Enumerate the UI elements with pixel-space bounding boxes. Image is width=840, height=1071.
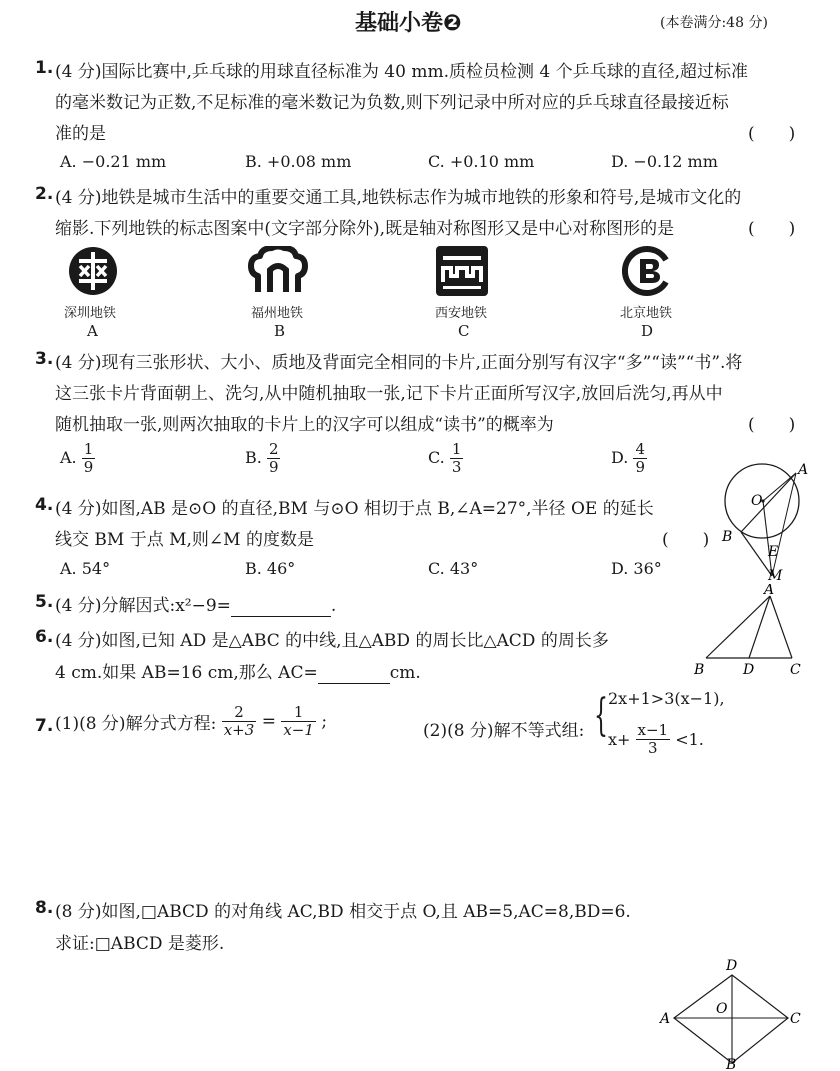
q8-line1: (8 分)如图,□ABCD 的对角线 AC,BD 相交于点 O,且 AB=5,AC=8,BD=6. xyxy=(55,902,631,922)
q8-label-d: D xyxy=(726,958,738,974)
denominator: 9 xyxy=(268,458,279,476)
numerator: 1 xyxy=(83,440,94,458)
q4-label-b: B xyxy=(722,529,733,545)
q4-label-m: M xyxy=(768,568,783,584)
q7-eq-right-fraction xyxy=(281,704,316,739)
q1-number: 1. xyxy=(35,58,54,78)
q2-number: 2. xyxy=(35,184,54,204)
q1-option-d: D. −0.12 mm xyxy=(611,152,718,171)
q6-label-c: C xyxy=(790,662,801,678)
numerator: 1 xyxy=(451,440,462,458)
page-title: 基础小卷❷ xyxy=(355,11,462,36)
logo-caption-d: 北京地铁 xyxy=(620,306,673,321)
q3-option-d-label: D. xyxy=(611,448,629,467)
q4-number: 4. xyxy=(35,495,54,515)
numerator: 1 xyxy=(281,704,316,722)
q7-part1 xyxy=(55,704,327,739)
q6-label-b: B xyxy=(694,662,705,678)
denominator: x+3 xyxy=(223,721,255,739)
q4-line1: (4 分)如图,AB 是⊙O 的直径,BM 与⊙O 相切于点 B,∠A=27°,半径 OE 的延长 xyxy=(55,499,654,519)
denominator: 9 xyxy=(635,458,645,476)
q3-number: 3. xyxy=(35,349,54,369)
q5-question: (4 分)分解因式:x²−9= xyxy=(55,596,231,616)
q6-number: 6. xyxy=(35,627,54,647)
q6-line2: 4 cm.如果 AB=16 cm,那么 AC= xyxy=(55,663,318,683)
q8-label-a: A xyxy=(660,1011,671,1027)
q3-line2: 这三张卡片背面朝上、洗匀,从中随机抽取一张,记下卡片正面所写汉字,放回后洗匀,再从中 xyxy=(55,384,723,404)
q7-ineq2-pre: x+ xyxy=(608,730,631,749)
q4-option-c: C. 43° xyxy=(428,559,479,578)
q7-part2-label: (2)(8 分)解不等式组: xyxy=(423,721,585,741)
q2-line2: 缩影.下列地铁的标志图案中(文字部分除外),既是轴对称图形又是中心对称图形的是 xyxy=(55,219,675,239)
q5-end: . xyxy=(330,596,337,616)
q1-answer-paren: ( ) xyxy=(748,124,796,144)
total-score: (本卷满分:48 分) xyxy=(660,15,768,31)
q1-line3: 准的是 xyxy=(55,124,106,144)
q3-option-a-label: A. xyxy=(60,448,77,467)
fuzhou-metro-logo-icon xyxy=(248,246,308,298)
numerator: x−1 xyxy=(637,721,669,739)
q5-number: 5. xyxy=(35,592,54,612)
q8-rhombus-figure xyxy=(656,955,806,1069)
logo-caption-b: 福州地铁 xyxy=(251,306,304,321)
q6-label-a: A xyxy=(764,584,775,598)
q7-ineq2-fraction xyxy=(636,722,671,757)
q8-label-b: B xyxy=(726,1057,737,1069)
q4-circle-figure xyxy=(712,456,822,584)
q6-line1: (4 分)如图,已知 AD 是△ABC 的中线,且△ABD 的周长比△ACD 的周长多 xyxy=(55,631,609,651)
q3-option-c-label: C. xyxy=(428,448,445,467)
q4-option-b: B. 46° xyxy=(245,559,296,578)
q4-line2: 线交 BM 于点 M,则∠M 的度数是 xyxy=(55,530,314,550)
beijing-metro-logo-icon xyxy=(622,246,672,296)
q6-label-d: D xyxy=(743,662,755,678)
q1-line1: (4 分)国际比赛中,乒乓球的用球直径标准为 40 mm.质检员检测 4 个乒乓球的直径,超过标准 xyxy=(55,62,748,82)
q6-triangle-figure xyxy=(688,584,806,678)
q6-unit: cm. xyxy=(389,663,421,683)
q3-option-d-fraction xyxy=(633,441,647,476)
shenzhen-metro-logo-icon xyxy=(68,246,118,296)
q3-option-d xyxy=(611,441,647,476)
denominator: 9 xyxy=(83,458,94,476)
q3-option-b-label: B. xyxy=(245,448,262,467)
q7-number: 7. xyxy=(35,716,54,736)
q6-line2-wrap xyxy=(55,658,421,684)
q7-inequality-2 xyxy=(608,722,704,757)
q4-label-a: A xyxy=(798,462,809,478)
logo-letter-d: D xyxy=(641,322,654,340)
q7-eq-end: ; xyxy=(321,711,328,732)
q1-option-a: A. −0.21 mm xyxy=(60,152,167,171)
q7-eq-left-fraction xyxy=(222,704,257,739)
q6-answer-blank xyxy=(318,663,390,684)
denominator: 3 xyxy=(451,458,462,476)
q3-answer-paren: ( ) xyxy=(748,415,796,435)
q7-part1-label: (1)(8 分)解分式方程: xyxy=(55,714,217,734)
q7-eq-sign: = xyxy=(261,711,276,732)
q3-option-b xyxy=(245,441,280,476)
q8-line2: 求证:□ABCD 是菱形. xyxy=(55,934,225,954)
q1-option-b: B. +0.08 mm xyxy=(245,152,352,171)
q3-line3: 随机抽取一张,则两次抽取的卡片上的汉字可以组成“读书”的概率为 xyxy=(55,415,554,435)
q3-option-c xyxy=(428,441,463,476)
numerator: 2 xyxy=(268,440,279,458)
q4-label-e: E xyxy=(768,544,779,560)
q4-option-d: D. 36° xyxy=(611,559,662,578)
q3-line1: (4 分)现有三张形状、大小、质地及背面完全相同的卡片,正面分别写有汉字“多”“读”“书”.将 xyxy=(55,353,743,373)
q3-option-b-fraction xyxy=(267,441,281,476)
q4-label-o: O xyxy=(751,493,763,509)
q7-system-brace: { xyxy=(594,690,608,741)
logo-caption-a: 深圳地铁 xyxy=(64,306,117,321)
denominator: 3 xyxy=(648,739,658,757)
numerator: 2 xyxy=(222,704,257,722)
logo-letter-b: B xyxy=(274,322,286,340)
numerator: 4 xyxy=(635,440,645,458)
q8-label-o: O xyxy=(716,1001,728,1017)
logo-letter-c: C xyxy=(458,322,470,340)
q8-label-c: C xyxy=(790,1011,801,1027)
logo-caption-c: 西安地铁 xyxy=(435,306,488,321)
q2-answer-paren: ( ) xyxy=(748,219,796,239)
q3-option-a-fraction xyxy=(82,441,96,476)
q7-inequality-1: 2x+1>3(x−1), xyxy=(608,689,725,708)
denominator: x−1 xyxy=(283,721,314,739)
q4-option-a: A. 54° xyxy=(60,559,111,578)
q2-line1: (4 分)地铁是城市生活中的重要交通工具,地铁标志作为城市地铁的形象和符号,是城市文化的 xyxy=(55,188,742,208)
q5-text xyxy=(55,591,336,617)
xian-metro-logo-icon xyxy=(436,246,488,296)
q3-option-a xyxy=(60,441,95,476)
q1-option-c: C. +0.10 mm xyxy=(428,152,535,171)
logo-letter-a: A xyxy=(87,322,98,340)
q3-option-c-fraction xyxy=(450,441,464,476)
q1-line2: 的毫米数记为正数,不足标准的毫米数记为负数,则下列记录中所对应的乒乓球直径最接近标 xyxy=(55,93,729,113)
q5-answer-blank xyxy=(231,596,331,617)
q8-number: 8. xyxy=(35,898,54,918)
q4-answer-paren: ( ) xyxy=(662,530,710,550)
q7-ineq2-post: <1. xyxy=(675,730,704,749)
